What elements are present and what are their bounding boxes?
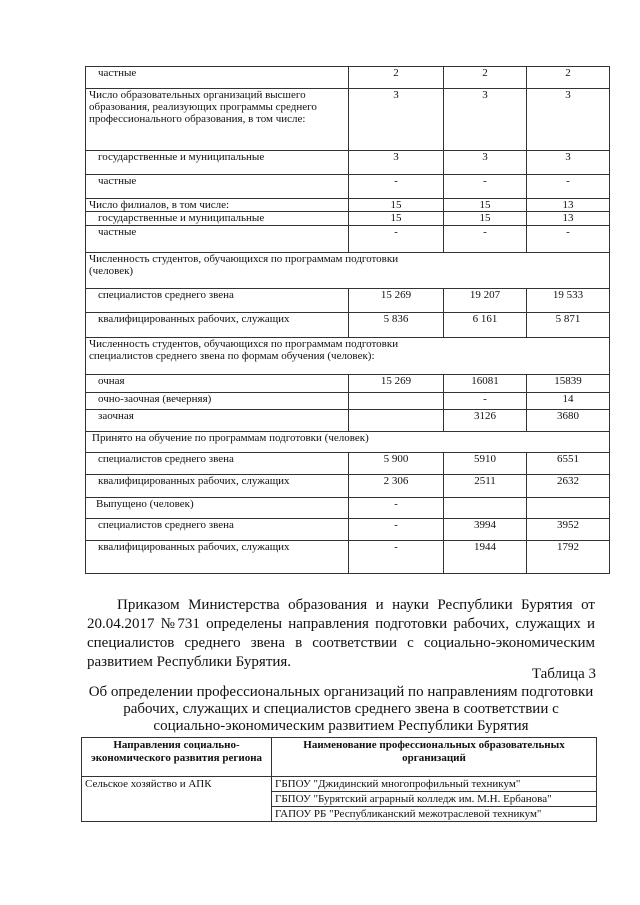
value-cell: 3680 (527, 410, 610, 432)
organizations-table (81, 737, 597, 822)
value-cell (527, 498, 610, 519)
value-cell: - (349, 175, 444, 199)
table-row (82, 777, 597, 792)
row-label: государственные и муниципальные (86, 212, 349, 226)
section-heading: Численность студентов, обучающихся по программам подготовки (человек) (86, 253, 610, 289)
row-label: Число филиалов, в том числе: (86, 199, 349, 212)
table-row (86, 393, 610, 410)
value-cell: - (349, 519, 444, 541)
value-cell: 6551 (527, 453, 610, 475)
value-cell: 16081 (444, 375, 527, 393)
table-row-section (86, 432, 610, 453)
value-cell: 5 836 (349, 313, 444, 338)
decree-paragraph: Приказом Министерства образования и науки Республики Бурятия от 20.04.2017 №731 определены направления подготовки рабочих, служащих и специалистов среднего звена в соответствии с социально-экономическим развитием Республики Бурятия. (87, 597, 595, 670)
value-cell: 2 306 (349, 475, 444, 498)
value-cell: 3 (349, 89, 444, 151)
row-label: Выпущено (человек) (86, 498, 349, 519)
value-cell: - (349, 226, 444, 253)
table-row (86, 151, 610, 175)
table-row (86, 226, 610, 253)
value-cell: 3 (444, 89, 527, 151)
value-cell: 3994 (444, 519, 527, 541)
row-label: специалистов среднего звена (86, 289, 349, 313)
row-label: специалистов среднего звена (86, 519, 349, 541)
value-cell: 19 207 (444, 289, 527, 313)
value-cell (349, 410, 444, 432)
value-cell: 3 (527, 89, 610, 151)
value-cell: 3126 (444, 410, 527, 432)
row-label: частные (86, 67, 349, 89)
value-cell: 15 269 (349, 289, 444, 313)
value-cell: 15 (349, 212, 444, 226)
value-cell: 13 (527, 199, 610, 212)
table-row (86, 67, 610, 89)
value-cell (444, 498, 527, 519)
table-row (86, 289, 610, 313)
value-cell (349, 393, 444, 410)
value-cell: - (444, 393, 527, 410)
value-cell: - (444, 175, 527, 199)
section-heading: Численность студентов, обучающихся по программам подготовки специалистов среднего звена по формам обучения (человек): (86, 338, 610, 375)
value-cell: - (349, 498, 444, 519)
table-row-section (86, 338, 610, 375)
value-cell: - (527, 226, 610, 253)
table-row (86, 175, 610, 199)
row-label: государственные и муниципальные (86, 151, 349, 175)
table-row (86, 410, 610, 432)
row-label: квалифицированных рабочих, служащих (86, 313, 349, 338)
value-cell: 15 (444, 199, 527, 212)
value-cell: 2632 (527, 475, 610, 498)
table-row (86, 375, 610, 393)
row-label: квалифицированных рабочих, служащих (86, 475, 349, 498)
row-label: квалифицированных рабочих, служащих (86, 541, 349, 574)
value-cell: 19 533 (527, 289, 610, 313)
table-row (86, 498, 610, 519)
value-cell: 3 (444, 151, 527, 175)
value-cell: 3 (349, 151, 444, 175)
column-header-directions: Направления социально-экономического развития региона (82, 738, 272, 777)
value-cell: 2 (444, 67, 527, 89)
table-row-section (86, 253, 610, 289)
value-cell: 1944 (444, 541, 527, 574)
row-label: заочная (86, 410, 349, 432)
organization-cell: ГБПОУ "Джидинский многопрофильный техникум" (272, 777, 597, 792)
direction-cell: Сельское хозяйство и АПК (82, 777, 272, 822)
row-label: Число образовательных организаций высшего образования, реализующих программы среднего профессионального образования, в том числе: (86, 89, 349, 151)
table-label: Таблица 3 (531, 666, 596, 682)
row-label: частные (86, 226, 349, 253)
header-row (82, 738, 597, 777)
value-cell: 3 (527, 151, 610, 175)
value-cell: 3952 (527, 519, 610, 541)
value-cell: 2 (527, 67, 610, 89)
value-cell: 6 161 (444, 313, 527, 338)
table-row (86, 199, 610, 212)
value-cell: 2511 (444, 475, 527, 498)
column-header-organizations: Наименование профессиональных образовательных организаций (272, 738, 597, 777)
row-label: частные (86, 175, 349, 199)
row-label: очно-заочная (вечерняя) (86, 393, 349, 410)
table-row (86, 212, 610, 226)
row-label: специалистов среднего звена (86, 453, 349, 475)
table-row (86, 519, 610, 541)
value-cell: 15 (349, 199, 444, 212)
organization-cell: ГБПОУ "Бурятский аграрный колледж им. М.Н. Ербанова" (272, 792, 597, 807)
value-cell: - (349, 541, 444, 574)
value-cell: - (527, 175, 610, 199)
value-cell: 5 900 (349, 453, 444, 475)
value-cell: 15 269 (349, 375, 444, 393)
table-row (86, 475, 610, 498)
value-cell: - (444, 226, 527, 253)
statistics-table (85, 66, 610, 574)
value-cell: 1792 (527, 541, 610, 574)
value-cell: 15839 (527, 375, 610, 393)
organization-cell: ГАПОУ РБ "Республиканский межотраслевой техникум" (272, 807, 597, 822)
section-heading: Принято на обучение по программам подготовки (человек) (86, 432, 610, 453)
table-row (86, 313, 610, 338)
table-row (86, 89, 610, 151)
row-label: очная (86, 375, 349, 393)
table-row (86, 541, 610, 574)
value-cell: 5 871 (527, 313, 610, 338)
value-cell: 13 (527, 212, 610, 226)
table-row (86, 453, 610, 475)
value-cell: 5910 (444, 453, 527, 475)
value-cell: 15 (444, 212, 527, 226)
value-cell: 14 (527, 393, 610, 410)
table-caption: Об определении профессиональных организаций по направлениям подготовки рабочих, служащих и специалистов среднего звена в соответствии с социально-экономическим развитием Республики Бурятия (88, 684, 594, 734)
value-cell: 2 (349, 67, 444, 89)
